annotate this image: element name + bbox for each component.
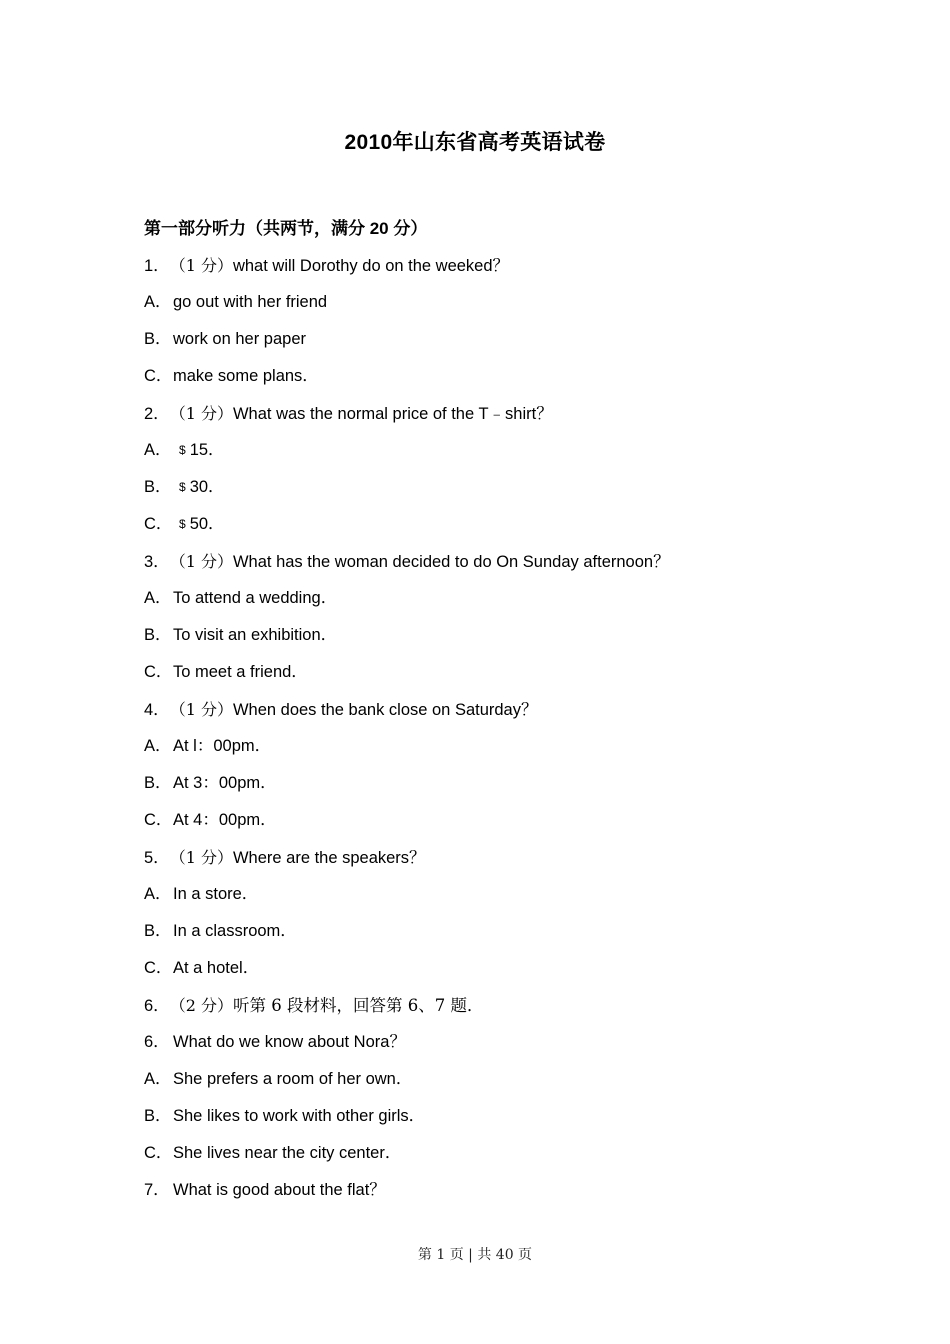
option-3a <box>144 586 824 623</box>
option-letter: A． <box>144 589 172 607</box>
option-text: At l：00pm． <box>173 737 272 755</box>
option-1b <box>144 327 824 364</box>
option-2c <box>144 512 824 549</box>
option-4c <box>144 808 824 845</box>
option-letter: B． <box>144 626 172 644</box>
question-score: （1 分） <box>169 848 233 867</box>
sub-question-7 <box>144 1178 824 1215</box>
question-number: 1． <box>144 257 170 275</box>
question-number: 3． <box>144 553 170 571</box>
option-6a <box>144 1067 824 1104</box>
option-letter: B． <box>144 774 172 792</box>
option-text: She likes to work with other girls． <box>173 1107 426 1125</box>
option-5c <box>144 956 824 993</box>
option-2b <box>144 475 824 512</box>
sub-question-6 <box>144 1030 824 1067</box>
option-text: work on her paper <box>173 330 306 348</box>
dollar-sign: $ <box>179 517 186 531</box>
section-heading: 第一部分听力（共两节，满分 20 分） <box>144 219 428 238</box>
question-text: What has the woman decided to do On Sunday afternoon？ <box>232 553 670 571</box>
dollar-sign: $ <box>179 480 186 494</box>
question-instruction: 听第 6 段材料，回答第 6、7 题． <box>232 996 484 1015</box>
option-letter: C． <box>144 515 173 533</box>
option-text: 30． <box>189 478 225 496</box>
option-letter: A． <box>144 737 172 755</box>
question-number: 4． <box>144 701 170 719</box>
document-title: 2010年山东省高考英语试卷 <box>344 131 606 154</box>
question-score: （1 分） <box>169 404 233 423</box>
option-letter: C． <box>144 367 173 385</box>
question-4 <box>144 697 824 734</box>
option-3b <box>144 623 824 660</box>
option-letter: A． <box>144 1070 172 1088</box>
question-3 <box>144 549 824 586</box>
option-text: To meet a friend． <box>173 663 308 681</box>
question-score: （1 分） <box>169 700 233 719</box>
question-text: What was the normal price of the T﹣shirt？ <box>232 405 553 423</box>
option-4b <box>144 771 824 808</box>
question-text: When does the bank close on Saturday？ <box>232 701 538 719</box>
question-number: 7． <box>144 1181 170 1199</box>
page-footer: 第 1 页 | 共 40 页 <box>417 1247 533 1263</box>
question-1 <box>144 253 824 290</box>
option-letter: A． <box>144 441 172 459</box>
option-letter: B． <box>144 478 172 496</box>
option-2a <box>144 438 824 475</box>
question-6-group <box>144 993 824 1030</box>
option-1a <box>144 290 824 327</box>
option-letter: C． <box>144 959 173 977</box>
option-text: make some plans． <box>173 367 319 385</box>
question-number: 2． <box>144 405 170 423</box>
option-text: At 4：00pm． <box>173 811 277 829</box>
option-letter: C． <box>144 1144 173 1162</box>
question-2 <box>144 401 824 438</box>
question-number: 6． <box>144 997 170 1015</box>
option-letter: C． <box>144 811 173 829</box>
option-6b <box>144 1104 824 1141</box>
option-letter: B． <box>144 330 172 348</box>
option-3c <box>144 660 824 697</box>
option-letter: B． <box>144 1107 172 1125</box>
option-text: At 3：00pm． <box>173 774 277 792</box>
question-text: what will Dorothy do on the weeked？ <box>232 257 510 275</box>
option-letter: A． <box>144 293 172 311</box>
question-score: （1 分） <box>169 256 233 275</box>
option-1c <box>144 364 824 401</box>
option-text: To visit an exhibition． <box>173 626 338 644</box>
option-5a <box>144 882 824 919</box>
option-text: 15． <box>189 441 225 459</box>
option-letter: C． <box>144 663 173 681</box>
option-text: She prefers a room of her own． <box>173 1070 413 1088</box>
option-letter: B． <box>144 922 172 940</box>
question-text: What is good about the flat？ <box>173 1181 386 1199</box>
question-text: Where are the speakers？ <box>232 849 426 867</box>
option-text: In a store． <box>173 885 259 903</box>
option-letter: A． <box>144 885 172 903</box>
option-4a <box>144 734 824 771</box>
question-score: （2 分） <box>169 996 233 1015</box>
option-text: At a hotel． <box>173 959 260 977</box>
question-5 <box>144 845 824 882</box>
question-number: 5． <box>144 849 170 867</box>
option-6c <box>144 1141 824 1178</box>
option-5b <box>144 919 824 956</box>
question-number: 6． <box>144 1033 170 1051</box>
question-text: What do we know about Nora？ <box>173 1033 406 1051</box>
question-score: （1 分） <box>169 552 233 571</box>
document-body <box>144 216 824 1215</box>
option-text: go out with her friend <box>173 293 328 311</box>
option-text: 50． <box>189 515 225 533</box>
dollar-sign: $ <box>179 443 186 457</box>
option-text: In a classroom． <box>173 922 297 940</box>
option-text: She lives near the city center． <box>173 1144 402 1162</box>
option-text: To attend a wedding． <box>173 589 338 607</box>
